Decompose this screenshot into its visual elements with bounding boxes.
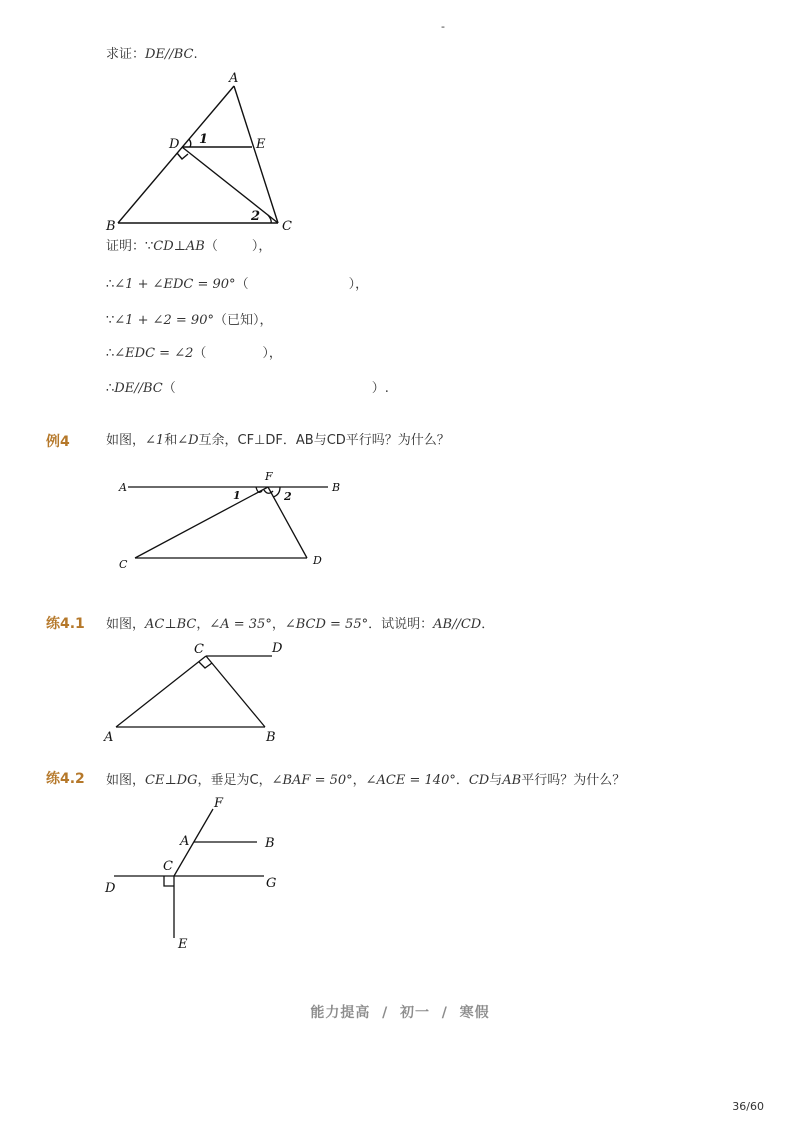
proof-line-2 [106,276,368,294]
proof-line-4-open: （ [193,346,207,361]
point-b: B [265,836,275,851]
point-a: A [119,481,127,494]
vertex-c: C [194,642,204,657]
p42-q9: 与 [489,773,503,788]
prove-expression: DE//BC [145,47,194,62]
angle-2-label: 2 [251,209,261,224]
top-mark: - [441,20,445,33]
proof-line-5 [106,380,389,398]
practice-4-1-label: 练4.1 [46,616,85,632]
practice-4-1-question [106,616,494,634]
proof-line-5-open: （ [162,381,176,396]
proof-line-3 [106,312,273,330]
right-angle-mark [199,662,212,668]
p41-q8: AB//CD [433,617,482,632]
vertex-b: B [266,730,276,745]
proof-line-1 [106,238,271,256]
proof-line-1-expr: CD⊥AB [153,239,205,254]
right-angle-mark [177,153,188,159]
point-c: C [119,558,128,571]
proof-line-3-open: （已知 [213,313,253,328]
p42-q10: AB [502,773,522,788]
point-f: F [214,796,224,811]
p42-q2: CE⊥DG [145,773,198,788]
prove-label: 求证： [106,47,146,62]
point-a: A [180,834,190,849]
p42-q1: 如图， [106,773,146,788]
side-cb [206,656,265,727]
point-d: D [313,554,322,567]
point-g: G [266,876,277,891]
proof-line-5-close: ）. [371,381,389,396]
proof-line-2-open: （ [235,277,249,292]
page-number: 36/60 [732,1100,764,1113]
prove-end: . [193,47,198,62]
angle-1-label: 1 [199,132,209,147]
proof-line-3-expr: ∠1 + ∠2 = 90° [114,313,214,328]
vertex-c: C [282,219,292,234]
angle-2-label: 2 [284,490,292,503]
point-d: D [105,881,116,896]
p41-q5: ， [271,617,285,632]
p42-q4: ∠BAF = 50° [271,773,353,788]
page-footer: 能力提高 / 初一 / 寒假 [310,1005,490,1021]
angle-1-label: 1 [233,489,241,502]
angle-2-arc [268,215,271,223]
p42-q6: ∠ACE = 140° [365,773,456,788]
right-angle-mark [164,876,174,886]
p41-q7: ．试说明： [368,617,434,632]
segment-dc [182,147,278,223]
side-ac [234,86,278,223]
p41-q3: ， [196,617,210,632]
vertex-e: E [256,137,266,152]
p42-q11: 平行吗？为什么？ [521,773,626,788]
perpendicular-lines-figure [100,792,300,957]
p42-q5: ， [352,773,366,788]
ex4-q5: 互余，CF⊥DF．AB与CD平行吗？为什么？ [198,433,450,448]
right-triangle-figure [98,636,298,748]
side-ab [118,86,234,223]
side-ca [116,656,206,727]
p41-q6: ∠BCD = 55° [284,617,369,632]
proof-line-2-prefix: ∴ [106,277,115,292]
point-b: B [332,481,341,494]
practice-4-2-label: 练4.2 [46,771,85,787]
proof-line-4-expr: ∠EDC = ∠2 [114,346,194,361]
example-4-label: 例4 [46,434,70,450]
p41-q1: 如图， [106,617,146,632]
p42-q7: ． [455,773,469,788]
proof-line-5-prefix: ∴ [106,381,115,396]
example-4-figure [110,466,360,580]
point-c: C [163,859,173,874]
proof-line-3-prefix: ∵ [106,313,115,328]
example-4-question [106,432,450,450]
prove-statement [106,46,198,64]
angle-2-arc [273,487,280,497]
p41-q4: ∠A = 35° [209,617,272,632]
proof-line-3-close: ）， [252,313,273,328]
p41-q2: AC⊥BC [145,617,197,632]
vertex-b: B [106,219,116,234]
ex4-q3: 和 [164,433,178,448]
point-d: D [272,641,283,656]
proof-line-4-prefix: ∴ [106,346,115,361]
proof-line-2-close: ）， [348,277,369,292]
proof-line-1-prefix: 证明：∵ [106,239,154,254]
parallel-lines-figure [110,466,360,576]
point-e: E [178,937,188,952]
point-f: F [265,470,273,483]
vertex-a: A [104,730,114,745]
vertex-d: D [169,137,180,152]
vertex-a: A [229,71,239,86]
proof-line-4-close: ）， [262,346,282,361]
right-angle-arc [264,490,273,493]
ex4-q4: ∠D [177,433,199,448]
p42-q3: ，垂足为C， [197,773,272,788]
angle-1-arc [189,139,191,147]
proof-line-5-expr: DE//BC [114,381,163,396]
proof-line-2-expr: ∠1 + ∠EDC = 90° [114,277,236,292]
triangle-abc-figure [100,68,310,238]
practice-4-2-figure [100,792,300,961]
proof-line-4 [106,345,282,363]
practice-4-1-figure [98,636,298,752]
segment-fc [135,487,268,558]
p42-q8: CD [468,773,490,788]
p41-q9: ． [481,617,495,632]
proof-line-1-close: ）， [251,239,272,254]
proof-figure [100,68,310,242]
practice-4-2-question [106,772,625,790]
ex4-q2: ∠1 [145,433,165,448]
ex4-q1: 如图， [106,433,146,448]
proof-line-1-open: （ [204,239,218,254]
